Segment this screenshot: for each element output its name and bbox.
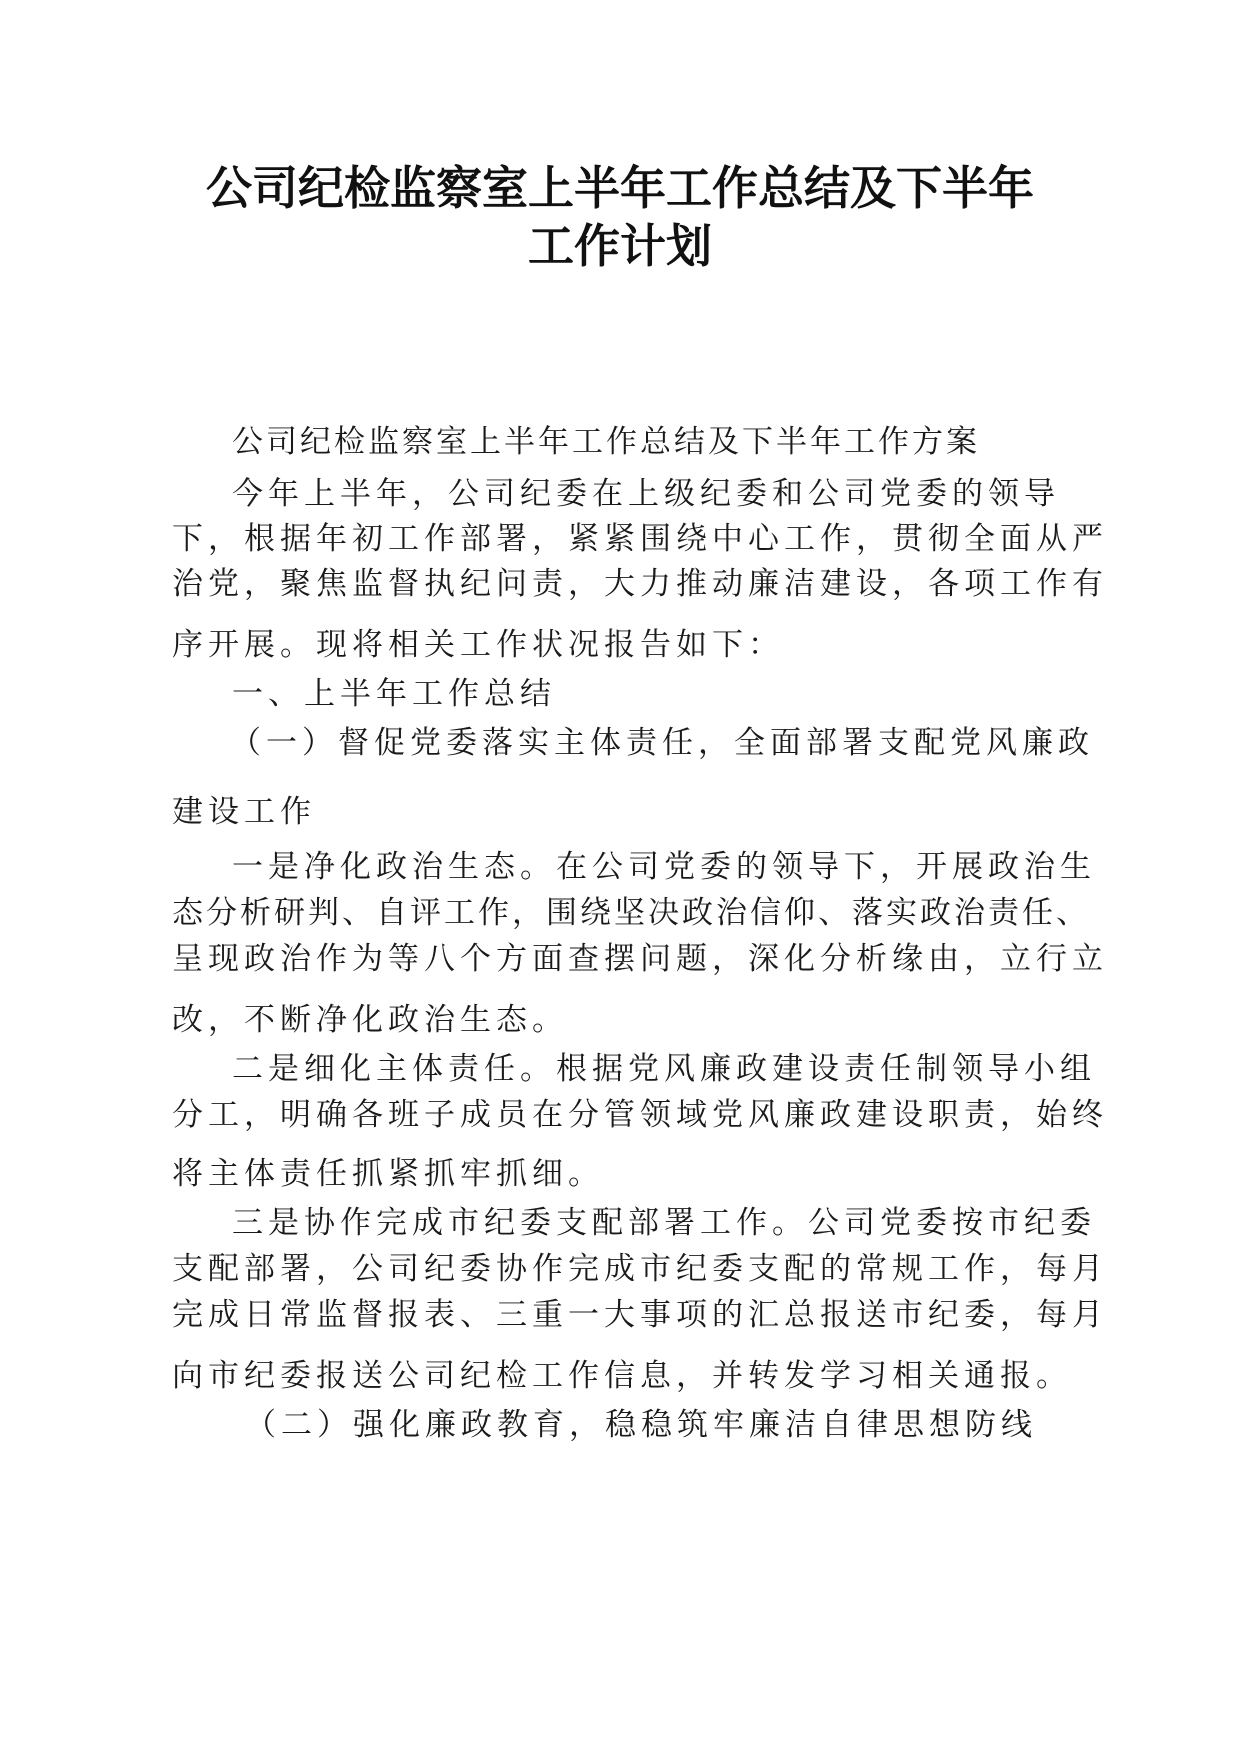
paragraph-line: 治党，聚焦监督执纪问责，大力推动廉洁建设，各项工作有 xyxy=(172,566,1108,602)
paragraph-line: 改，不断净化政治生态。 xyxy=(172,1002,568,1038)
paragraph-line: 态分析研判、自评工作，围绕坚决政治信仰、落实政治责任、 xyxy=(172,895,1090,931)
document-title-line-1: 公司纪检监察室上半年工作总结及下半年 xyxy=(206,161,1034,215)
paragraph-line: 二是细化主体责任。根据党风廉政建设责任制领导小组 xyxy=(232,1051,1096,1087)
paragraph-line: 今年上半年，公司纪委在上级纪委和公司党委的领导 xyxy=(232,476,1060,512)
subsection-heading: （二）强化廉政教育，稳稳筑牢廉洁自律思想防线 xyxy=(245,1407,1037,1443)
paragraph-line: 分工，明确各班子成员在分管领域党风廉政建设职责，始终 xyxy=(172,1097,1108,1133)
body-subtitle: 公司纪检监察室上半年工作总结及下半年工作方案 xyxy=(232,424,980,460)
subsection-heading: （一）督促党委落实主体责任，全面部署支配党风廉政 xyxy=(230,725,1094,761)
paragraph-line: 将主体责任抓紧抓牢抓细。 xyxy=(172,1156,604,1192)
paragraph-line: 三是协作完成市纪委支配部署工作。公司党委按市纪委 xyxy=(232,1205,1096,1241)
document-title-line-2: 工作计划 xyxy=(528,219,712,273)
paragraph-line: 序开展。现将相关工作状况报告如下： xyxy=(172,627,784,663)
paragraph-line: 呈现政治作为等八个方面查摆问题，深化分析缘由，立行立 xyxy=(172,941,1108,977)
paragraph-line: 一是净化政治生态。在公司党委的领导下，开展政治生 xyxy=(232,849,1096,885)
paragraph-line: 下，根据年初工作部署，紧紧围绕中心工作，贯彻全面从严 xyxy=(172,521,1108,557)
paragraph-line: 完成日常监督报表、三重一大事项的汇总报送市纪委，每月 xyxy=(172,1297,1108,1333)
subsection-heading-cont: 建设工作 xyxy=(172,794,316,830)
section-heading: 一、上半年工作总结 xyxy=(232,676,556,712)
paragraph-line: 支配部署，公司纪委协作完成市纪委支配的常规工作，每月 xyxy=(172,1251,1108,1287)
paragraph-line: 向市纪委报送公司纪检工作信息，并转发学习相关通报。 xyxy=(172,1358,1072,1394)
